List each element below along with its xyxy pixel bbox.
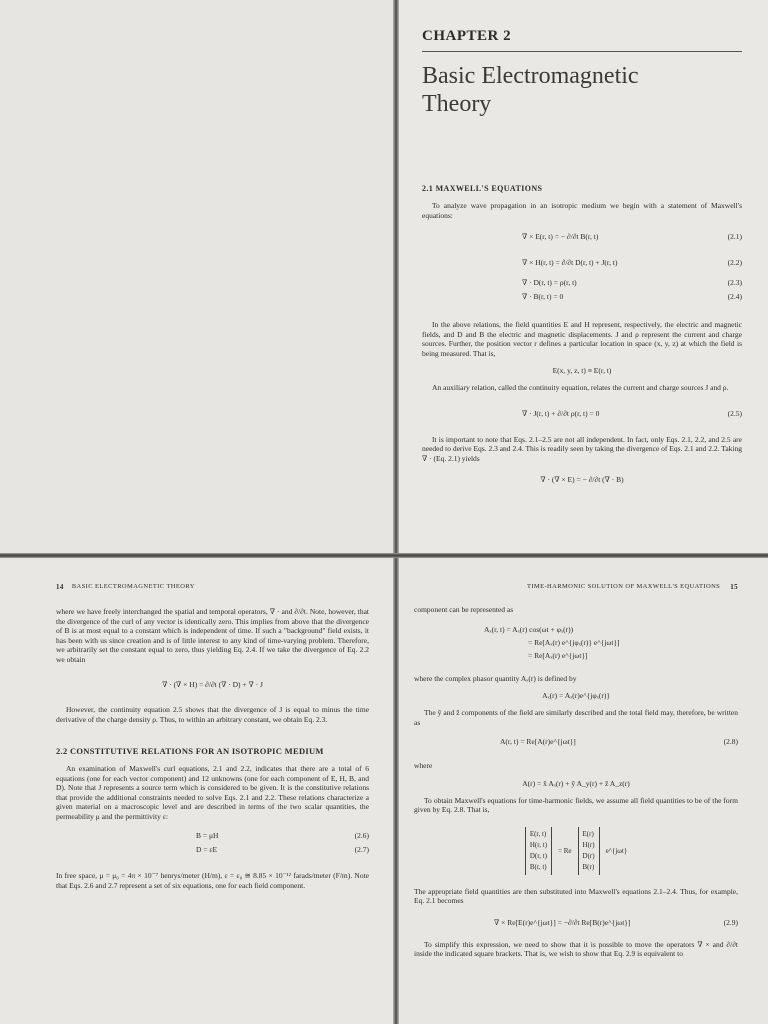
equation bbox=[56, 843, 369, 857]
equation bbox=[422, 407, 742, 421]
matrix-exponent: e^{jωt} bbox=[605, 846, 628, 855]
equation-number: (2.3) bbox=[727, 278, 742, 287]
equation bbox=[422, 276, 742, 290]
equation-text: ∇ · D(r, t) = ρ(r, t) bbox=[522, 278, 577, 287]
paragraph: However, the continuity equation 2.5 shows that the divergence of J is equal to minus the time derivative of the charge density ρ. Thus, to within an arbitrary constant, we obtain Eq. 2.3. bbox=[56, 705, 369, 724]
equation-text: ∇ × Re[E(r)e^{jωt}] = −∂/∂t Re[B(r)e^{jωt}] bbox=[494, 917, 631, 927]
equation bbox=[414, 916, 738, 930]
equation-block bbox=[56, 829, 369, 857]
equation-text: ∇ · B(r, t) = 0 bbox=[522, 292, 564, 301]
equation: E(x, y, z, t) ≡ E(r, t) bbox=[552, 366, 612, 375]
running-head bbox=[414, 583, 738, 591]
equation-number: (2.6) bbox=[354, 831, 369, 840]
equation-number: (2.5) bbox=[727, 408, 742, 418]
section-heading: 2.2 CONSTITUTIVE RELATIONS FOR AN ISOTROPIC MEDIUM bbox=[56, 746, 324, 756]
running-head bbox=[56, 583, 369, 591]
matrix-entry: E(r) bbox=[582, 829, 594, 838]
equation bbox=[56, 829, 369, 843]
equation-number: (2.8) bbox=[723, 737, 738, 746]
paragraph: To simplify this expression, we need to show that it is possible to move the operators ∇ × and ∂/∂t inside the indicated square brackets. That is, we wish to show that Eq. 2.9 is equivalent to bbox=[414, 939, 738, 958]
paragraph: In free space, μ = μ₀ = 4π × 10⁻⁷ henrys/meter (H/m), ε = ε₀ ≅ 8.85 × 10⁻¹² farads/meter (F/m). Note that Eqs. 2.6 and 2.7 represent a set of six equations, one for each field component. bbox=[56, 871, 369, 890]
paragraph: component can be represented as bbox=[414, 605, 514, 614]
equation bbox=[422, 230, 742, 244]
matrix-entry: D(r, t) bbox=[529, 851, 548, 860]
equation: = Re[Aₓ(r) e^{jφₓ(r)} e^{jωt}] bbox=[528, 637, 620, 647]
equation-text: ∇ × E(r, t) = − ∂/∂t B(r, t) bbox=[522, 232, 599, 241]
running-head-title: TIME-HARMONIC SOLUTION OF MAXWELL'S EQUATIONS bbox=[526, 583, 721, 590]
equation: ∇ · (∇ × H) = ∂/∂t (∇ · D) + ∇ · J bbox=[162, 680, 263, 689]
page-bottom-right bbox=[398, 557, 768, 1024]
equation bbox=[414, 735, 738, 749]
equation-number: (2.4) bbox=[727, 292, 742, 301]
chapter-label: CHAPTER 2 bbox=[422, 28, 742, 52]
equation: Aₓ(r, t) = Aₓ(r) cos(ωt + φₓ(r)) bbox=[484, 624, 574, 634]
book-gutter bbox=[393, 0, 399, 1024]
chapter-title-line2: Theory bbox=[422, 91, 492, 117]
equation bbox=[422, 256, 742, 270]
paragraph: To obtain Maxwell's equations for time-harmonic fields, we assume all field quantities to be of the form given by Eq. 2.8. That is, bbox=[414, 795, 738, 814]
section-heading: 2.1 MAXWELL'S EQUATIONS bbox=[422, 184, 543, 193]
page-number: 15 bbox=[730, 583, 738, 591]
matrix-entry: D(r) bbox=[582, 851, 595, 860]
equation: Aₓ(r) = Aₓ(r)e^{jφₓ(r)} bbox=[542, 691, 610, 700]
equation-number: (2.7) bbox=[354, 845, 369, 854]
paragraph: To analyze wave propagation in an isotropic medium we begin with a statement of Maxwell's equations: bbox=[422, 201, 742, 220]
equation-block bbox=[484, 623, 738, 662]
paragraph: The ŷ and ẑ components of the field are similarly described and the total field may, therefore, be written as bbox=[414, 708, 738, 727]
paragraph: where we have freely interchanged the spatial and temporal operators, ∇ · and ∂/∂t. Note, however, that the divergence of the curl of any vector is identically zero. This implies from above that the divergence of B is at most equal to a constant which is independent of time. If such a "background" field exists, it has been with us since creation and is of little interest to any kind of time-varying problem. Therefore, we arbitrarily set the constant equal to zero, thus yielding Eq. 2.4. If we take the divergence of Eq. 2.2 we obtain bbox=[56, 607, 369, 664]
paragraph: An auxiliary relation, called the continuity equation, relates the current and charge sources J and ρ. bbox=[432, 383, 729, 392]
equation-text: ∇ × H(r, t) = ∂/∂t D(r, t) + J(r, t) bbox=[522, 258, 618, 267]
equation: ∇ · (∇ × E) = − ∂/∂t (∇ · B) bbox=[540, 475, 624, 484]
paragraph: An examination of Maxwell's curl equations, 2.1 and 2.2, indicates that there are a total of 6 equations (one for each vector component) and 12 unknowns (one for each component of E, H, B, and D). Note that J represents a source term which is considered to be given. It is the constitutive relations that provide the additional constraints needed to solve Eqs. 2.1 and 2.2. These relations characterize a given material on a macroscopic level and are described in terms of the two scalar quantities, the permeability μ and the permittivity ε: bbox=[56, 764, 369, 821]
equation-number: (2.1) bbox=[727, 232, 742, 241]
page-top-right bbox=[398, 0, 768, 555]
equation-text: ∇ · J(r, t) + ∂/∂t ρ(r, t) = 0 bbox=[522, 408, 600, 418]
paragraph: It is important to note that Eqs. 2.1–2.5 are not all independent. In fact, only Eqs. 2.1, 2.2, and 2.5 are needed to derive Eqs. 2.3 and 2.4. This is readily seen by taking the divergence of Eqs. 2.1 and 2.2. Taking ∇ · (Eq. 2.1) yields bbox=[422, 434, 742, 463]
matrix-entry: H(r, t) bbox=[529, 840, 548, 849]
matrix-equation bbox=[414, 827, 738, 875]
equation-text: D = εE bbox=[196, 845, 218, 854]
page-bottom-left bbox=[0, 557, 395, 1024]
equation: A(r) = x̂ Aₓ(r) + ŷ A_y(r) + ẑ A_z(r) bbox=[522, 778, 630, 788]
equation-text: A(r, t) = Re[A(r)e^{jωt}] bbox=[500, 737, 576, 746]
equation-block bbox=[422, 230, 742, 304]
equation-number: (2.2) bbox=[727, 258, 742, 267]
page-number: 14 bbox=[56, 583, 64, 591]
matrix-left bbox=[525, 827, 552, 875]
equation: = Re[Aₓ(r) e^{jωt}] bbox=[528, 650, 588, 660]
paragraph: In the above relations, the field quantities E and H represent, respectively, the electric and magnetic fields, and D and B the electric and magnetic displacements. J and ρ represent the current and charge sources. Further, the position vector r defines a particular location in space (x, y, z) at which the field is being measured. That is, bbox=[422, 320, 742, 358]
chapter-title bbox=[422, 62, 742, 118]
equation bbox=[422, 290, 742, 304]
running-head-title: BASIC ELECTROMAGNETIC THEORY bbox=[71, 583, 195, 590]
paragraph: where bbox=[414, 761, 433, 770]
matrix-right bbox=[578, 827, 600, 875]
equation-text: B = μH bbox=[196, 831, 219, 840]
matrix-entry: B(r) bbox=[582, 862, 595, 871]
page-top-left bbox=[0, 0, 395, 555]
equation-number: (2.9) bbox=[723, 917, 738, 927]
page-fold bbox=[0, 553, 768, 558]
chapter-title-line1: Basic Electromagnetic bbox=[422, 63, 639, 89]
matrix-operator: = Re bbox=[558, 846, 572, 855]
paragraph: where the complex phasor quantity Aₓ(r) is defined by bbox=[414, 673, 577, 683]
matrix-entry: E(r, t) bbox=[529, 829, 547, 838]
matrix-entry: H(r) bbox=[582, 840, 595, 849]
paragraph: The appropriate field quantities are then substituted into Maxwell's equations 2.1–2.4. Thus, for example, Eq. 2.1 becomes bbox=[414, 886, 738, 905]
matrix-entry: B(r, t) bbox=[529, 862, 547, 871]
